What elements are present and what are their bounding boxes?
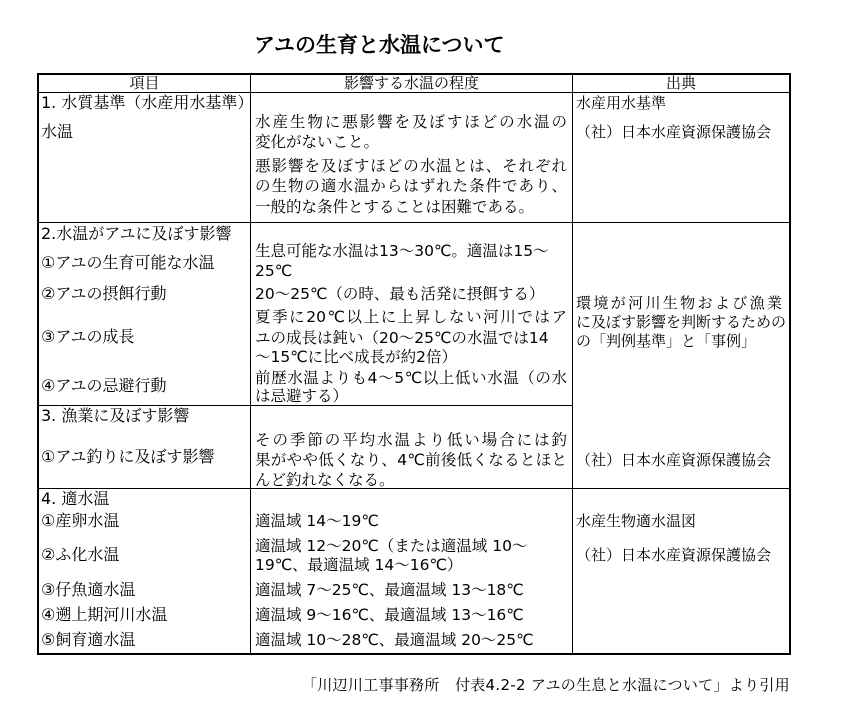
effect-line: ～15℃に比べ成長が約2倍） [255, 348, 457, 366]
item-label: ②ふ化水温 [41, 545, 120, 564]
section-1-effect-cell [251, 93, 573, 223]
effect-line: 20～25℃（の時、最も活発に摂餌する） [255, 285, 545, 303]
item-label: ④アユの忌避行動 [41, 376, 167, 395]
header-source: 出典 [573, 75, 789, 93]
header-item: 項目 [39, 75, 251, 93]
effect-line: 適温域 10～28℃、最適温域 20～25℃ [255, 631, 534, 649]
effect-line: 水産生物に悪影響を及ぼすほどの水温の [255, 113, 567, 131]
effect-line: 生息可能な水温は13～30℃。適温は15～ [255, 242, 549, 260]
header-effect: 影響する水温の程度 [251, 75, 573, 93]
section-heading: 4. 適水温 [41, 489, 110, 508]
effect-line: は忌避する） [255, 387, 349, 405]
water-temperature-table [37, 73, 791, 655]
section-heading: 2.水温がアユに及ぼす影響 [41, 224, 232, 243]
source-line: 水産用水基準 [576, 94, 667, 112]
effect-line: ユの成長は鈍い（20～25℃の水温では14 [255, 329, 549, 347]
effect-line: 適温域 12～20℃（または適温域 10～ [255, 537, 528, 555]
citation-footer: 「川辺川工事事務所 付表4.2-2 アユの生息と水温について」より引用 [301, 676, 790, 694]
source-line: （社）日本水産資源保護協会 [576, 451, 772, 469]
section-1-source-cell [573, 93, 789, 223]
effect-line: 適温域 14～19℃ [255, 512, 379, 530]
source-line: の「判例基準」と「事例」 [576, 332, 757, 350]
effect-line: 悪影響を及ぼすほどの水温とは、それぞれ [255, 157, 567, 175]
section-3-effect-cell [251, 406, 573, 489]
page-title: アユの生育と水温について [254, 33, 505, 57]
item-label: 水温 [41, 122, 74, 141]
section-4-item-cell [39, 489, 251, 653]
item-label: ③仔魚適水温 [41, 580, 136, 599]
effect-line: の生物の適水温からはずれた条件であり、 [255, 177, 567, 195]
item-label: ④遡上期河川水温 [41, 605, 168, 624]
effect-line: その季節の平均水温より低い場合には釣 [255, 431, 567, 449]
item-label: ②アユの摂餌行動 [41, 284, 167, 303]
effect-line: 夏季に20℃以上に上昇しない河川ではア [255, 308, 567, 326]
effect-line: 適温域 9～16℃、最適温域 13～16℃ [255, 606, 524, 624]
effect-line: 適温域 7～25℃、最適温域 13～18℃ [255, 581, 524, 599]
source-line: 環境が河川生物および漁業 [576, 294, 782, 312]
effect-line: 前歴水温よりも4～5℃以上低い水温（の水 [255, 369, 567, 387]
item-label: ①アユ釣りに及ぼす影響 [41, 447, 215, 466]
effect-line: 変化がないこと。 [255, 133, 380, 151]
section-1-item-cell [39, 93, 254, 223]
section-2-item-cell [39, 223, 251, 406]
section-heading: 3. 漁業に及ぼす影響 [41, 406, 190, 425]
section-4-source-cell [573, 489, 789, 653]
effect-line: 19℃、最適温域 14～16℃） [255, 556, 463, 574]
section-2-3-source-cell [573, 223, 789, 489]
item-label: ⑤飼育適水温 [41, 630, 136, 649]
item-label: ①アユの生育可能な水温 [41, 253, 215, 272]
item-label: ③アユの成長 [41, 327, 135, 346]
item-label: ①産卵水温 [41, 511, 120, 530]
section-2-effect-cell [251, 223, 573, 406]
effect-line: 果がやや低くなり、4℃前後低くなるとほと [255, 451, 567, 469]
source-line: に及ぼす影響を判断するための [576, 313, 787, 331]
section-4-effect-cell [251, 489, 573, 653]
section-3-item-cell [39, 406, 251, 489]
section-heading: 1. 水質基準（水産用水基準） [41, 93, 254, 112]
effect-line: 25℃ [255, 262, 293, 280]
source-line: （社）日本水産資源保護協会 [576, 546, 772, 564]
effect-line: 一般的な条件とすることは困難である。 [255, 198, 535, 216]
source-line: （社）日本水産資源保護協会 [576, 123, 772, 141]
effect-line: んど釣れなくなる。 [255, 471, 395, 489]
source-line: 水産生物適水温図 [576, 512, 697, 530]
